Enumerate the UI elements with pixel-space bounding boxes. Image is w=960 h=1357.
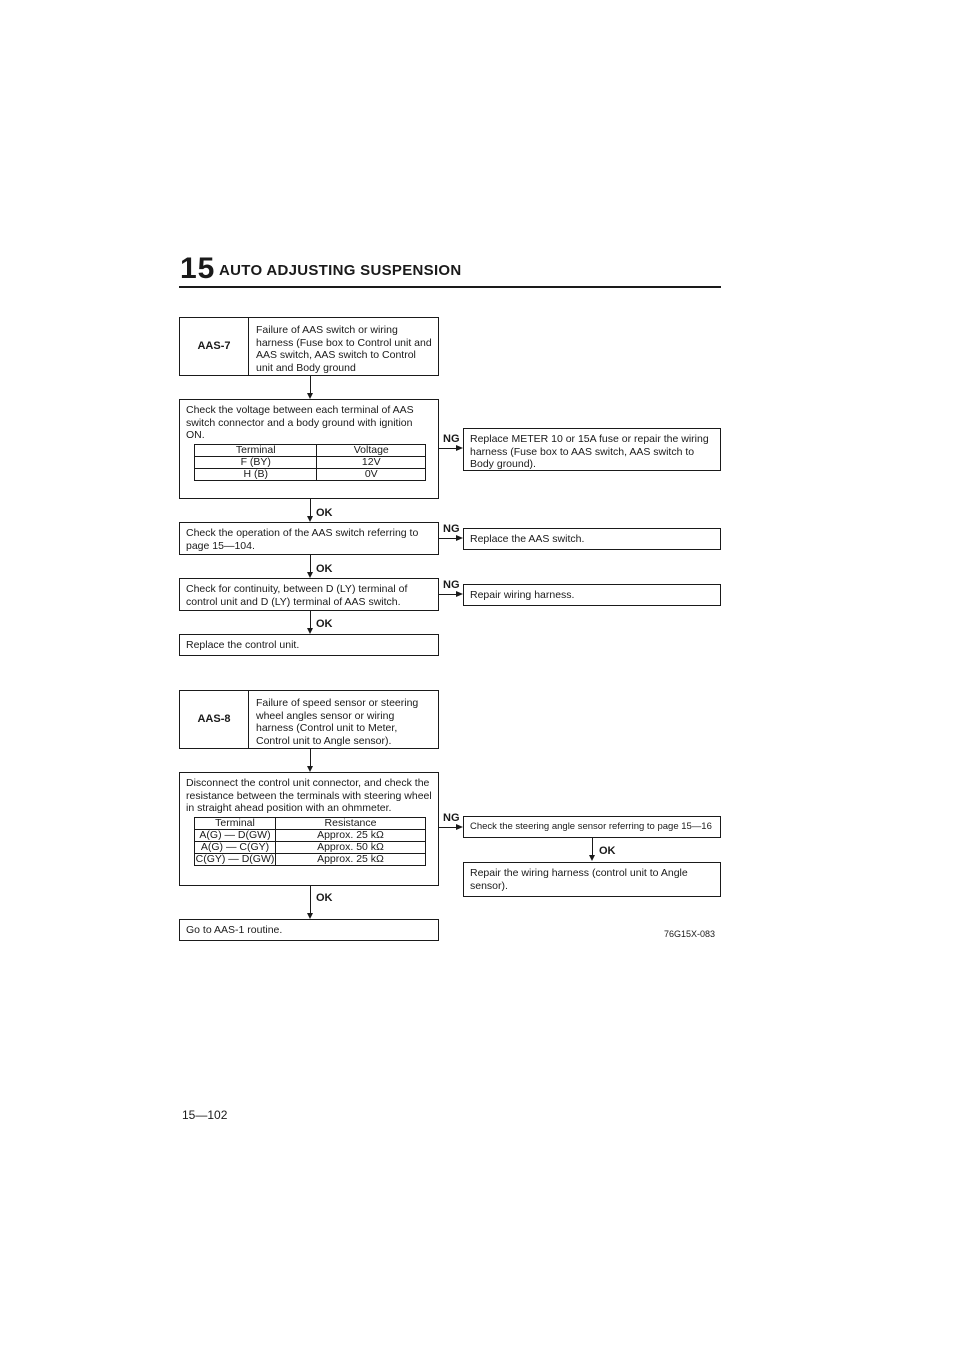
aas8-fault-box bbox=[179, 690, 439, 749]
table-cell: Approx. 25 kΩ bbox=[276, 854, 426, 866]
table-cell: 0V bbox=[317, 469, 426, 481]
ok-label: OK bbox=[316, 563, 333, 575]
resistance-table-header: Resistance bbox=[276, 818, 426, 830]
ok-label: OK bbox=[316, 892, 333, 904]
connector bbox=[439, 538, 457, 539]
voltage-table-header: Voltage bbox=[317, 445, 426, 457]
aas8-step1-ng-text: Check the steering angle sensor referring to page 15—16 bbox=[470, 821, 712, 832]
section-number: 15 bbox=[180, 252, 216, 285]
connector bbox=[439, 594, 457, 595]
aas7-step3-ng-text: Repair wiring harness. bbox=[470, 589, 575, 601]
arrow bbox=[589, 855, 595, 861]
connector bbox=[310, 886, 311, 916]
figure-id: 76G15X-083 bbox=[664, 929, 716, 939]
table-cell: A(G) — C(GY) bbox=[195, 842, 276, 854]
aas7-step2-ng-text: Replace the AAS switch. bbox=[470, 533, 585, 545]
aas7-step2-text: Check the operation of the AAS switch referring to page 15—104. bbox=[186, 527, 419, 552]
ng-label: NG bbox=[443, 579, 460, 591]
aas8-step2-text: Go to AAS-1 routine. bbox=[186, 924, 283, 936]
aas7-step1-box bbox=[179, 399, 439, 499]
aas8-step1-text: Disconnect the control unit connector, and check the resistance between the terminals with steering wheel in straight ahead position with an ohmmeter. bbox=[186, 777, 432, 814]
aas7-step2-ng-box bbox=[463, 528, 721, 550]
aas7-description: Failure of AAS switch or wiring harness (Fuse box to Control unit and AAS switch, AAS switch to Control unit and Body ground bbox=[256, 324, 432, 374]
connector bbox=[439, 827, 457, 828]
voltage-table bbox=[194, 444, 426, 481]
aas7-step1-text: Check the voltage between each terminal of AAS switch connector and a body ground with ignition ON. bbox=[186, 404, 414, 441]
arrow bbox=[456, 824, 463, 830]
connector bbox=[439, 448, 457, 449]
arrow bbox=[456, 535, 463, 541]
aas8-step1-box bbox=[179, 772, 439, 886]
arrow bbox=[456, 445, 463, 451]
ng-label: NG bbox=[443, 812, 460, 824]
aas7-step2-box bbox=[179, 522, 439, 555]
aas8-description: Failure of speed sensor or steering wheel angles sensor or wiring harness (Control unit to Meter, Control unit to Angle sensor). bbox=[256, 697, 419, 747]
aas8-step2-box bbox=[179, 919, 439, 941]
table-cell: A(G) — D(GW) bbox=[195, 830, 276, 842]
aas8-code: AAS-8 bbox=[180, 691, 249, 748]
section-title: AUTO ADJUSTING SUSPENSION bbox=[219, 262, 462, 279]
table-cell: Approx. 50 kΩ bbox=[276, 842, 426, 854]
header-rule bbox=[179, 286, 721, 288]
aas7-step3-text: Check for continuity, between D (LY) terminal of control unit and D (LY) terminal of AAS switch. bbox=[186, 583, 408, 608]
ng-label: NG bbox=[443, 523, 460, 535]
aas7-fault-box bbox=[179, 317, 439, 376]
aas7-code: AAS-7 bbox=[180, 318, 249, 375]
ok-label: OK bbox=[316, 507, 333, 519]
aas7-step1-ng-box bbox=[463, 428, 721, 471]
aas8-ng-ok-text: Repair the wiring harness (control unit to Angle sensor). bbox=[470, 867, 688, 892]
resistance-table-header: Terminal bbox=[195, 818, 276, 830]
ng-label: NG bbox=[443, 433, 460, 445]
resistance-table bbox=[194, 817, 426, 866]
voltage-table-header: Terminal bbox=[195, 445, 317, 457]
table-cell: F (BY) bbox=[195, 457, 317, 469]
table-cell: Approx. 25 kΩ bbox=[276, 830, 426, 842]
aas8-ng-ok-box bbox=[463, 862, 721, 897]
aas7-step3-ng-box bbox=[463, 584, 721, 606]
aas7-step3-box bbox=[179, 578, 439, 611]
aas7-step1-ng-text: Replace METER 10 or 15A fuse or repair the wiring harness (Fuse box to AAS switch, AAS switch to Body ground). bbox=[470, 433, 709, 470]
aas7-step4-text: Replace the control unit. bbox=[186, 639, 300, 651]
ok-label: OK bbox=[599, 845, 616, 857]
ok-label: OK bbox=[316, 618, 333, 630]
table-cell: 12V bbox=[317, 457, 426, 469]
arrow bbox=[456, 591, 463, 597]
table-cell: C(GY) — D(GW) bbox=[195, 853, 275, 865]
table-cell: H (B) bbox=[195, 469, 317, 481]
page-number: 15—102 bbox=[182, 1108, 228, 1122]
aas8-step1-ng-box bbox=[463, 816, 721, 838]
aas7-step4-box bbox=[179, 634, 439, 656]
